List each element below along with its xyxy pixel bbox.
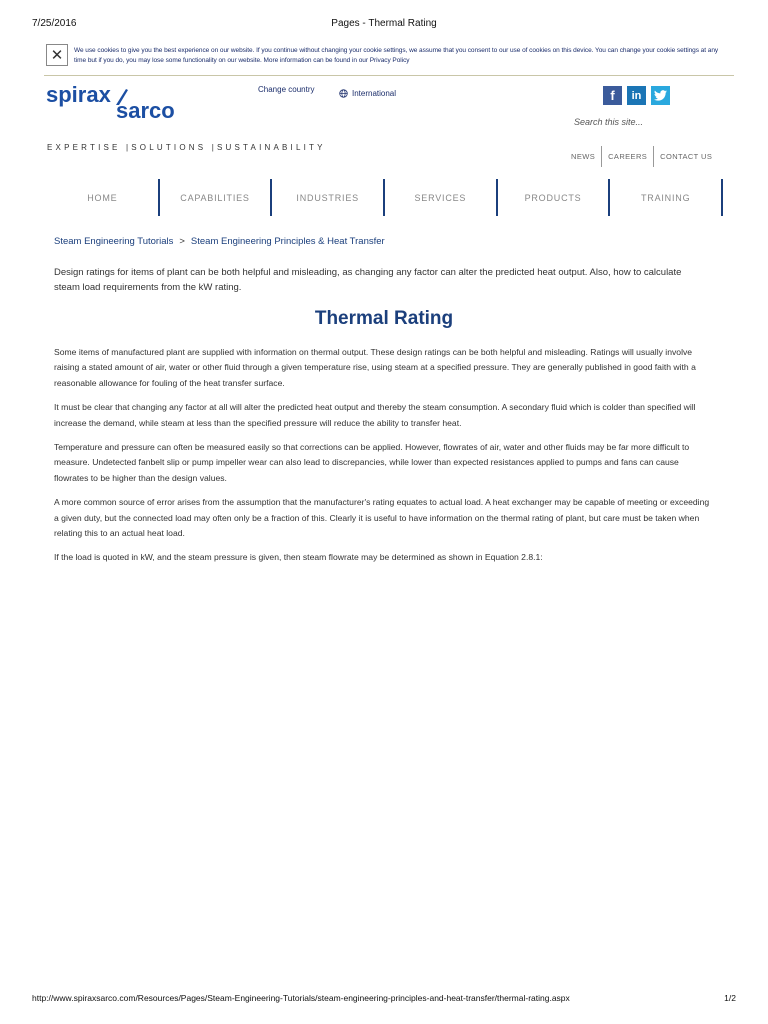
intro-text: Design ratings for items of plant can be both helpful and misleading, as changing any factor can alter the predicted heat output. Also, how to calculate steam load requirements from the kW rating. <box>54 267 682 293</box>
logo-line2: sarco <box>116 98 175 121</box>
linkedin-icon[interactable]: in <box>627 86 646 105</box>
cookie-banner <box>44 42 734 76</box>
print-date: 7/25/2016 <box>32 18 77 29</box>
paragraph: A more common source of error arises from the assumption that the manufacturer's rating equates to actual load. A heat exchanger may be capable of meeting or exceeding a given duty, but the connected load may often only be a fraction of this. Clearly it is useful to have information on the thermal rating of plant, but care must be taken when relating this to an actual heat load. <box>54 497 710 539</box>
nav-item-training[interactable]: TRAINING <box>610 179 723 216</box>
paragraph: Temperature and pressure can often be measured easily so that corrections can be applied. However, flowrates of air, water and other fluids may be far more difficult to measure. Undetected fanbelt slip or pump impeller wear can also lead to discrepancies, while lower than expected resistances applied to pumps and fans can cause flowrates to be higher than the design values. <box>54 442 690 483</box>
nav-item-products[interactable]: PRODUCTS <box>498 179 611 216</box>
nav-item-capabilities[interactable]: CAPABILITIES <box>160 179 273 216</box>
close-icon[interactable]: ✕ <box>46 44 68 66</box>
tagline: EXPERTISE |SOLUTIONS |SUSTAINABILITY <box>47 143 326 152</box>
international-label: International <box>352 89 397 98</box>
social-links <box>603 86 670 105</box>
print-page-title: Pages - Thermal Rating <box>331 18 437 29</box>
twitter-icon[interactable] <box>651 86 670 105</box>
page-title: Thermal Rating <box>314 308 454 329</box>
change-country-link[interactable]: Change country <box>258 85 315 94</box>
utility-nav <box>565 146 718 167</box>
breadcrumb-separator: > <box>179 236 185 247</box>
nav-item-services[interactable]: SERVICES <box>385 179 498 216</box>
facebook-icon[interactable]: f <box>603 86 622 105</box>
breadcrumb-link-tutorials[interactable]: Steam Engineering Tutorials <box>54 236 174 247</box>
nav-item-industries[interactable]: INDUSTRIES <box>272 179 385 216</box>
main-nav <box>47 179 723 216</box>
search-input[interactable]: Search this site... <box>574 117 644 127</box>
international-link[interactable] <box>339 89 396 98</box>
breadcrumb <box>54 236 385 247</box>
print-url: http://www.spiraxsarco.com/Resources/Pages/Steam-Engineering-Tutorials/steam-engineering-principles-and-heat-transfer/thermal-rating.aspx <box>32 993 570 1003</box>
util-nav-news[interactable]: NEWS <box>565 146 602 167</box>
print-header <box>32 18 736 32</box>
logo-line1: spirax <box>46 85 111 107</box>
paragraph: If the load is quoted in kW, and the steam pressure is given, then steam flowrate may be determined as shown in Equation 2.8.1: <box>54 552 543 563</box>
util-nav-contact-us[interactable]: CONTACT US <box>660 152 713 161</box>
spirax-sarco-logo[interactable] <box>46 85 196 121</box>
cookie-message: We use cookies to give you the best experience on our website. If you continue without changing your cookie settings, we assume that you consent to our use of cookies on this device. You can change your cookie settings at any time but if you do, you may lose some functionality on our website. More information can be found in our Privacy Policy <box>74 47 719 64</box>
breadcrumb-link-principles[interactable]: Steam Engineering Principles & Heat Transfer <box>190 236 385 247</box>
nav-item-home[interactable]: HOME <box>47 179 160 216</box>
globe-icon <box>339 89 348 98</box>
print-page-number: 1/2 <box>724 993 736 1003</box>
paragraph: Some items of manufactured plant are supplied with information on thermal output. These design ratings can be both helpful and misleading. Ratings will usually involve raising a stated amount of air, water or other fluid through a given temperature rise, using steam at a specified pressure. They are generally published in good faith with a reasonable allowance for fouling of the heat transfer surface. <box>54 347 696 388</box>
article-body <box>54 345 714 575</box>
paragraph: It must be clear that changing any factor at all will alter the predicted heat output and thereby the steam consumption. A secondary fluid which is colder than specified will increase the demand, while steam at less than the specified pressure will reduce the ability to transfer heat. <box>54 402 696 428</box>
util-nav-careers[interactable]: CAREERS <box>602 146 654 167</box>
